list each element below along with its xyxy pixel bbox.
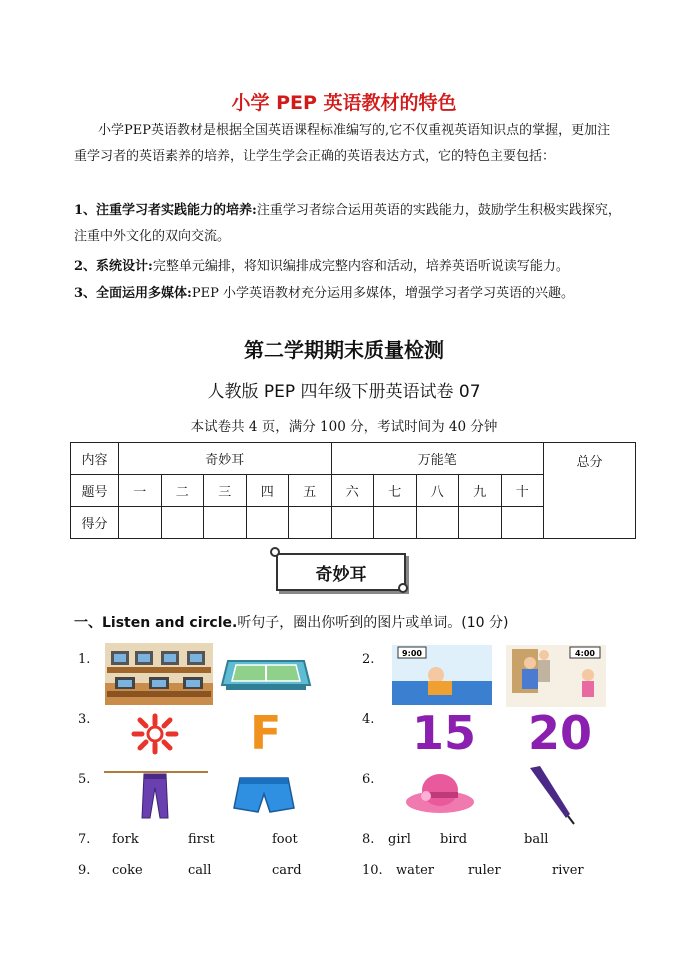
nine-oclock-picture[interactable] <box>392 645 492 705</box>
number-20-picture[interactable]: 20 <box>528 706 593 760</box>
word-option[interactable]: water <box>396 863 435 878</box>
group-b-header: 万能笔 <box>331 443 544 475</box>
word-option[interactable]: foot <box>272 832 298 847</box>
score-cell[interactable] <box>246 507 289 539</box>
item-number: 9. <box>78 863 91 878</box>
question-number-cell: 一 <box>119 475 162 507</box>
item-number: 2. <box>362 652 375 667</box>
word-option[interactable]: first <box>188 832 215 847</box>
shorts-picture[interactable] <box>232 772 296 816</box>
computer-room-picture[interactable] <box>105 643 213 705</box>
word-option[interactable]: ruler <box>468 863 501 878</box>
word-option[interactable]: girl <box>388 832 411 847</box>
item-number: 8. <box>362 832 375 847</box>
question-number-cell: 六 <box>331 475 374 507</box>
item-number: 7. <box>78 832 91 847</box>
exam-subtitle: 人教版 PEP 四年级下册英语试卷 07 <box>207 382 481 402</box>
exam-title: 第二学期期末质量检测 <box>244 338 444 362</box>
feature-label: 2、系统设计: <box>74 259 153 274</box>
question-number-cell: 九 <box>459 475 502 507</box>
feature-point-3 <box>74 281 622 307</box>
word-option[interactable]: fork <box>112 832 139 847</box>
umbrella-picture[interactable] <box>524 764 578 826</box>
word-option[interactable]: card <box>272 863 302 878</box>
score-cell[interactable] <box>119 507 162 539</box>
feature-text: PEP 小学英语教材充分运用多媒体，增强学习者学习英语的兴趣。 <box>191 286 574 301</box>
question-1-instruction: 听句子，圈出你听到的图片或单词。(10 分) <box>237 615 509 631</box>
question-number-cell: 五 <box>289 475 332 507</box>
question-number-cell: 十 <box>501 475 544 507</box>
intro-title: 小学 PEP 英语教材的特色 <box>231 92 457 114</box>
pants-picture[interactable] <box>104 766 208 822</box>
score-cell[interactable] <box>501 507 544 539</box>
score-cell[interactable] <box>374 507 417 539</box>
item-number: 5. <box>78 772 91 787</box>
item-number: 4. <box>362 712 375 727</box>
word-option[interactable]: ball <box>524 832 549 847</box>
question-1-heading <box>74 612 509 632</box>
item-number: 3. <box>78 712 91 727</box>
exam-note: 本试卷共 4 页，满分 100 分，考试时间为 40 分钟 <box>190 419 498 435</box>
score-cell[interactable] <box>331 507 374 539</box>
word-option[interactable]: river <box>552 863 584 878</box>
feature-point-2 <box>74 254 622 280</box>
group-a-header: 奇妙耳 <box>119 443 332 475</box>
row-label: 得分 <box>71 507 119 539</box>
number-15-picture[interactable]: 15 <box>412 706 477 760</box>
question-number-cell: 二 <box>161 475 204 507</box>
feature-label: 3、全面运用多媒体: <box>74 286 192 301</box>
scroll-curl-icon <box>270 547 280 557</box>
feature-point-1 <box>74 198 622 250</box>
letter-f-picture[interactable]: F <box>250 706 282 760</box>
score-cell[interactable] <box>204 507 247 539</box>
total-header: 总分 <box>544 443 636 539</box>
score-cell[interactable] <box>459 507 502 539</box>
score-cell[interactable] <box>161 507 204 539</box>
question-number-cell: 七 <box>374 475 417 507</box>
question-1-prefix: 一、Listen and circle. <box>74 615 238 631</box>
section-banner-label: 奇妙耳 <box>276 553 406 591</box>
word-option[interactable]: bird <box>440 832 468 847</box>
feature-label: 1、注重学习者实践能力的培养: <box>74 203 257 218</box>
four-oclock-picture[interactable] <box>506 645 606 707</box>
section-banner <box>270 547 410 593</box>
clock-time-label: 9:00 <box>402 649 422 658</box>
feature-text: 注重学习者综合运用英语的实践能力，鼓励学生积极实践探究，注重中外文化的双向交流。 <box>74 203 621 244</box>
score-cell[interactable] <box>416 507 459 539</box>
sun-picture[interactable] <box>128 712 182 756</box>
question-number-cell: 八 <box>416 475 459 507</box>
row-label: 题号 <box>71 475 119 507</box>
feature-text: 完整单元编排，将知识编排成完整内容和活动，培养英语听说读写能力。 <box>152 259 569 274</box>
scroll-curl-icon <box>398 583 408 593</box>
hat-picture[interactable] <box>404 770 476 818</box>
word-option[interactable]: coke <box>112 863 143 878</box>
question-number-cell: 四 <box>246 475 289 507</box>
clock-time-label: 4:00 <box>575 649 595 658</box>
question-number-cell: 三 <box>204 475 247 507</box>
intro-paragraph: 小学PEP英语教材是根据全国英语课程标准编写的,它不仅重视英语知识点的掌握，更加注重学习者的英语素养的培养，让学生学会正确的英语表达方式，它的特色主要包括： <box>74 123 611 164</box>
item-number: 6. <box>362 772 375 787</box>
score-table <box>70 442 636 539</box>
item-number: 1. <box>78 652 91 667</box>
table-tennis-table-picture[interactable] <box>220 655 312 695</box>
score-cell[interactable] <box>289 507 332 539</box>
word-option[interactable]: call <box>188 863 212 878</box>
item-number: 10. <box>362 863 383 878</box>
row-label: 内容 <box>71 443 119 475</box>
